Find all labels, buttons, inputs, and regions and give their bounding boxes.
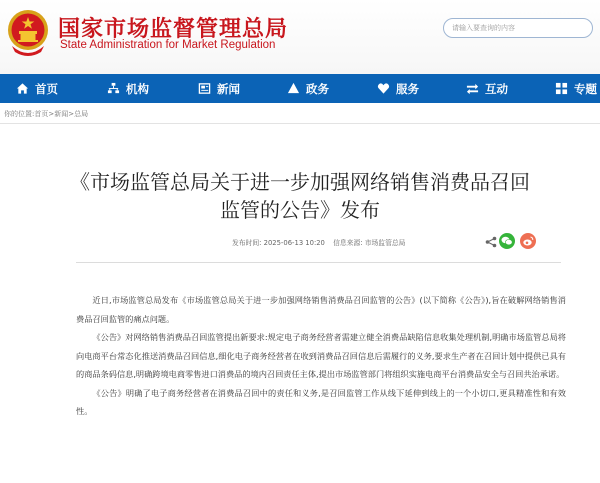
site-title[interactable]: 国家市场监督管理总局	[58, 16, 289, 42]
article-divider	[76, 262, 561, 263]
main-nav	[0, 74, 600, 103]
nav-item-label: 互动	[485, 81, 508, 96]
nav-item-label: 政务	[306, 81, 329, 96]
nav-item-org[interactable]	[107, 74, 149, 103]
site-title-english: State Administration for Market Regulation	[60, 39, 276, 51]
nav-item-interaction[interactable]	[466, 74, 508, 103]
article-paragraph: 近日,市场监管总局发布《市场监管总局关于进一步加强网络销售消费品召回监管的公告》(以下简称《公告》),旨在破解网络销售消费品召回监管的痛点问题。	[76, 295, 566, 324]
interaction-icon	[466, 82, 479, 95]
topic-icon	[555, 82, 568, 95]
article-meta	[232, 237, 411, 247]
breadcrumb-divider	[0, 123, 600, 124]
gov-affairs-icon	[287, 82, 300, 95]
nav-item-service[interactable]	[377, 74, 419, 103]
nav-item-label: 服务	[396, 81, 419, 96]
news-icon	[198, 82, 211, 95]
wechat-share-icon[interactable]	[499, 233, 515, 249]
weibo-share-icon[interactable]	[520, 233, 536, 249]
nav-item-topic[interactable]	[555, 74, 597, 103]
org-icon	[107, 82, 120, 95]
nav-item-label: 新闻	[217, 81, 240, 96]
article-paragraph: 《公告》对网络销售消费品召回监管提出新要求:规定电子商务经营者需建立健全消费品缺陷信息收集处理机制,明确市场监管总局将向电商平台常态化推送消费品召回信息,细化电子商务经营者在收到消费品召回信息后需履行的义务,要求生产者在召回计划中提供已具有的商品条码信息,明确跨境电商零售进口消费品的境内召回责任主体,提出市场监管部门将组织实施电商平台消费品安全与召回共治承诺。	[76, 332, 566, 379]
search-box[interactable]	[443, 18, 593, 38]
home-icon	[16, 82, 29, 95]
article-body	[76, 291, 566, 421]
share-icon[interactable]	[485, 236, 497, 248]
article-title: 《市场监管总局关于进一步加强网络销售消费品召回监管的公告》发布	[70, 170, 530, 222]
breadcrumb[interactable]: 你的位置:首页>新闻>总局	[4, 110, 89, 118]
service-icon	[377, 82, 390, 95]
site-header	[0, 0, 600, 74]
nav-item-home[interactable]	[16, 74, 58, 103]
nav-item-gov-affairs[interactable]	[287, 74, 329, 103]
nav-item-label: 首页	[35, 81, 58, 96]
nav-item-news[interactable]	[198, 74, 240, 103]
nav-item-label: 机构	[126, 81, 149, 96]
publish-time: 发布时间: 2025-06-13 10:20	[232, 239, 325, 247]
national-emblem-icon[interactable]	[6, 8, 50, 58]
nav-item-label: 专题	[574, 81, 597, 96]
article-paragraph: 《公告》明确了电子商务经营者在消费品召回中的责任和义务,是召回监管工作从线下延伸到线上的一个小切口,更具精准性和有效性。	[76, 387, 566, 416]
search-input[interactable]	[452, 21, 584, 35]
info-source: 信息来源: 市场监管总局	[333, 239, 406, 247]
